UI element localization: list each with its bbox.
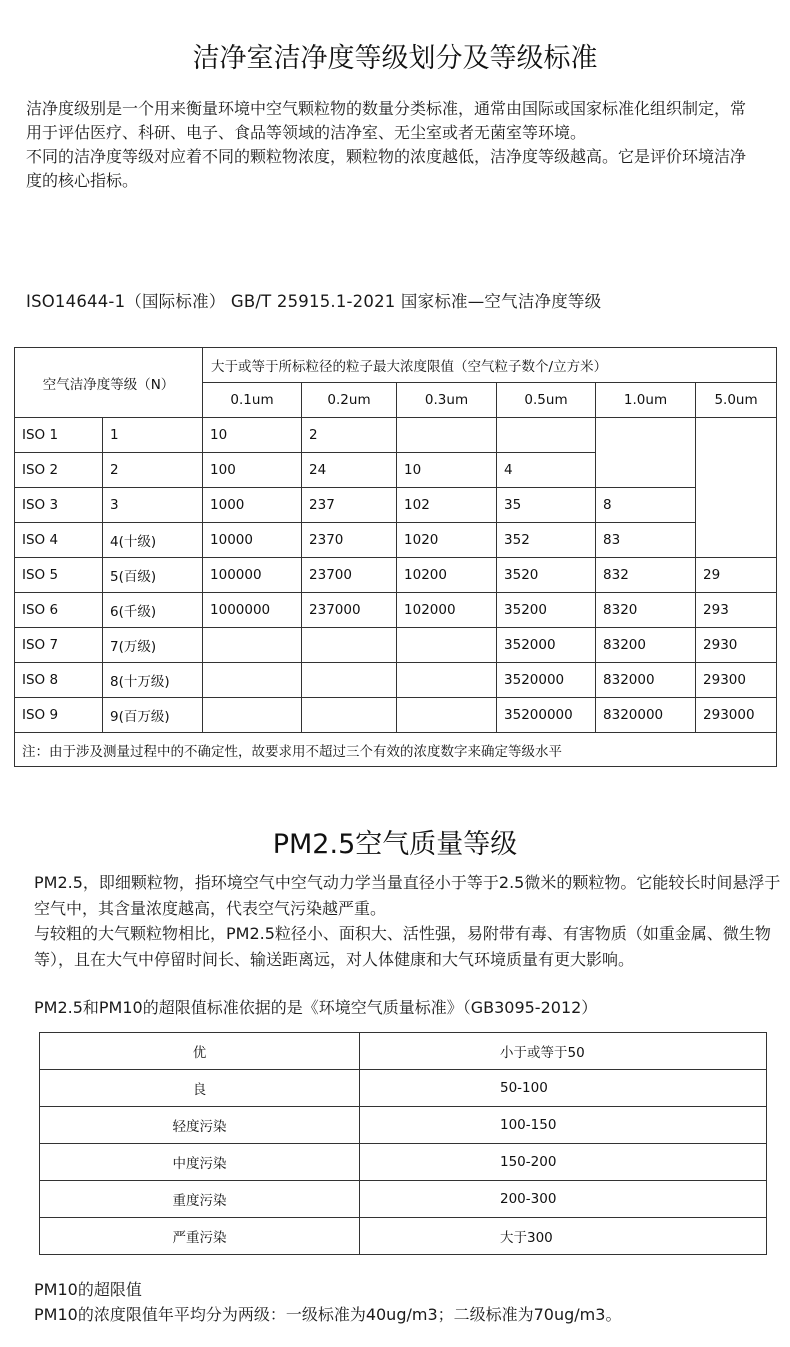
level-range: 50-100 bbox=[360, 1070, 767, 1107]
table-row bbox=[15, 488, 777, 523]
table-row bbox=[40, 1070, 767, 1107]
table-row bbox=[15, 628, 777, 663]
class-number: 4(十级) bbox=[103, 523, 203, 558]
iso-class: ISO 6 bbox=[15, 593, 103, 628]
cell-value: 35200 bbox=[497, 593, 596, 628]
cell-value bbox=[203, 698, 302, 733]
cell-value: 10 bbox=[397, 453, 497, 488]
page-title: 洁净室洁净度等级划分及等级标准 bbox=[192, 43, 598, 74]
table-note: 注：由于涉及测量过程中的不确定性，故要求用不超过三个有效的浓度数字来确定等级水平 bbox=[15, 733, 777, 767]
intro-line: 不同的洁净度等级对应着不同的颗粒物浓度，颗粒物的浓度越低，洁净度等级越高。它是评价环境洁净度的核心指标。 bbox=[26, 147, 747, 190]
class-number: 5(百级) bbox=[103, 558, 203, 593]
table-row bbox=[15, 593, 777, 628]
cell-value: 83 bbox=[596, 523, 696, 558]
cell-value: 237 bbox=[302, 488, 397, 523]
level-name: 轻度污染 bbox=[40, 1107, 360, 1144]
class-number: 2 bbox=[103, 453, 203, 488]
table-row bbox=[15, 418, 777, 453]
size-header: 0.1um bbox=[203, 383, 302, 418]
size-header: 1.0um bbox=[596, 383, 696, 418]
table-row bbox=[15, 698, 777, 733]
cell-value bbox=[397, 698, 497, 733]
iso-class: ISO 1 bbox=[15, 418, 103, 453]
cell-value: 237000 bbox=[302, 593, 397, 628]
pm-standard-line: PM2.5和PM10的超限值标准依据的是《环境空气质量标准》（GB3095-2012） bbox=[34, 998, 598, 1017]
cell-value: 29300 bbox=[696, 663, 777, 698]
iso-class: ISO 2 bbox=[15, 453, 103, 488]
iso-class: ISO 8 bbox=[15, 663, 103, 698]
cell-value: 23700 bbox=[302, 558, 397, 593]
pm10-text: PM10的浓度限值年平均分为两级：一级标准为40ug/m3；二级标准为70ug/m3。 bbox=[34, 1305, 622, 1324]
intro-line: PM2.5，即细颗粒物，指环境空气中空气动力学当量直径小于等于2.5微米的颗粒物。它能较长时间悬浮于空气中，其含量浓度越高，代表空气污染越严重。 bbox=[34, 873, 781, 918]
cell-value: 2370 bbox=[302, 523, 397, 558]
cell-value: 102000 bbox=[397, 593, 497, 628]
cell-value: 352000 bbox=[497, 628, 596, 663]
class-number: 8(十万级) bbox=[103, 663, 203, 698]
cell-value bbox=[302, 663, 397, 698]
cell-value bbox=[596, 418, 696, 488]
cell-value: 293000 bbox=[696, 698, 777, 733]
cell-value bbox=[203, 628, 302, 663]
cell-value: 2930 bbox=[696, 628, 777, 663]
class-number: 1 bbox=[103, 418, 203, 453]
size-header: 5.0um bbox=[696, 383, 777, 418]
cell-value: 10000 bbox=[203, 523, 302, 558]
cell-value: 352 bbox=[497, 523, 596, 558]
iso-standard-line: ISO14644-1（国际标准） GB/T 25915.1-2021 国家标准—空气洁净度等级 bbox=[26, 292, 602, 311]
cell-value: 35200000 bbox=[497, 698, 596, 733]
cell-value: 102 bbox=[397, 488, 497, 523]
cell-value: 3520000 bbox=[497, 663, 596, 698]
cell-value: 2 bbox=[302, 418, 397, 453]
cell-value: 3520 bbox=[497, 558, 596, 593]
level-range: 200-300 bbox=[360, 1181, 767, 1218]
cell-value: 832 bbox=[596, 558, 696, 593]
table-row bbox=[15, 558, 777, 593]
iso-class-table bbox=[14, 347, 777, 767]
table-row bbox=[40, 1218, 767, 1255]
cell-value bbox=[696, 418, 777, 558]
cell-value bbox=[302, 698, 397, 733]
cell-value: 1020 bbox=[397, 523, 497, 558]
size-header: 0.3um bbox=[397, 383, 497, 418]
cell-value: 8320000 bbox=[596, 698, 696, 733]
limit-header: 大于或等于所标粒径的粒子最大浓度限值（空气粒子数个/立方米） bbox=[203, 348, 777, 383]
cell-value: 10200 bbox=[397, 558, 497, 593]
cell-value: 1000 bbox=[203, 488, 302, 523]
cell-value: 35 bbox=[497, 488, 596, 523]
level-name: 良 bbox=[40, 1070, 360, 1107]
iso-class: ISO 3 bbox=[15, 488, 103, 523]
cell-value: 8 bbox=[596, 488, 696, 523]
level-name: 重度污染 bbox=[40, 1181, 360, 1218]
table-row bbox=[40, 1033, 767, 1070]
table-row bbox=[15, 523, 777, 558]
level-name: 优 bbox=[40, 1033, 360, 1070]
section-title: PM2.5空气质量等级 bbox=[272, 829, 518, 860]
cell-value: 832000 bbox=[596, 663, 696, 698]
cell-value bbox=[497, 418, 596, 453]
cell-value: 10 bbox=[203, 418, 302, 453]
cell-value: 4 bbox=[497, 453, 596, 488]
iso-class: ISO 7 bbox=[15, 628, 103, 663]
class-number: 7(万级) bbox=[103, 628, 203, 663]
iso-class: ISO 4 bbox=[15, 523, 103, 558]
class-number: 9(百万级) bbox=[103, 698, 203, 733]
table-row bbox=[40, 1144, 767, 1181]
class-header: 空气洁净度等级（N） bbox=[15, 348, 203, 418]
cell-value: 100 bbox=[203, 453, 302, 488]
size-header: 0.2um bbox=[302, 383, 397, 418]
level-name: 严重污染 bbox=[40, 1218, 360, 1255]
cell-value bbox=[397, 628, 497, 663]
pm25-intro bbox=[34, 870, 784, 972]
cell-value: 100000 bbox=[203, 558, 302, 593]
level-name: 中度污染 bbox=[40, 1144, 360, 1181]
iso-class: ISO 9 bbox=[15, 698, 103, 733]
iso-class: ISO 5 bbox=[15, 558, 103, 593]
pm10-title: PM10的超限值 bbox=[34, 1280, 142, 1299]
cell-value: 8320 bbox=[596, 593, 696, 628]
level-range: 100-150 bbox=[360, 1107, 767, 1144]
cell-value: 29 bbox=[696, 558, 777, 593]
cell-value: 293 bbox=[696, 593, 777, 628]
level-range: 大于300 bbox=[360, 1218, 767, 1255]
cell-value bbox=[397, 418, 497, 453]
intro-line: 与较粗的大气颗粒物相比，PM2.5粒径小、面积大、活性强，易附带有毒、有害物质（如重金属、微生物等），且在大气中停留时间长、输送距离远，对人体健康和大气环境质量有更大影响。 bbox=[34, 924, 771, 969]
table-row bbox=[40, 1181, 767, 1218]
pm10-section bbox=[34, 1277, 621, 1327]
cell-value: 83200 bbox=[596, 628, 696, 663]
table-row bbox=[40, 1107, 767, 1144]
pm-level-table bbox=[39, 1032, 767, 1255]
level-range: 小于或等于50 bbox=[360, 1033, 767, 1070]
intro-line: 洁净度级别是一个用来衡量环境中空气颗粒物的数量分类标准，通常由国际或国家标准化组织制定，常用于评估医疗、科研、电子、食品等领域的洁净室、无尘室或者无菌室等环境。 bbox=[26, 99, 747, 142]
cell-value bbox=[302, 628, 397, 663]
class-number: 3 bbox=[103, 488, 203, 523]
table-row bbox=[15, 663, 777, 698]
size-header: 0.5um bbox=[497, 383, 596, 418]
level-range: 150-200 bbox=[360, 1144, 767, 1181]
cell-value: 1000000 bbox=[203, 593, 302, 628]
cell-value bbox=[397, 663, 497, 698]
intro-paragraph bbox=[26, 97, 761, 193]
cell-value bbox=[203, 663, 302, 698]
class-number: 6(千级) bbox=[103, 593, 203, 628]
cell-value: 24 bbox=[302, 453, 397, 488]
